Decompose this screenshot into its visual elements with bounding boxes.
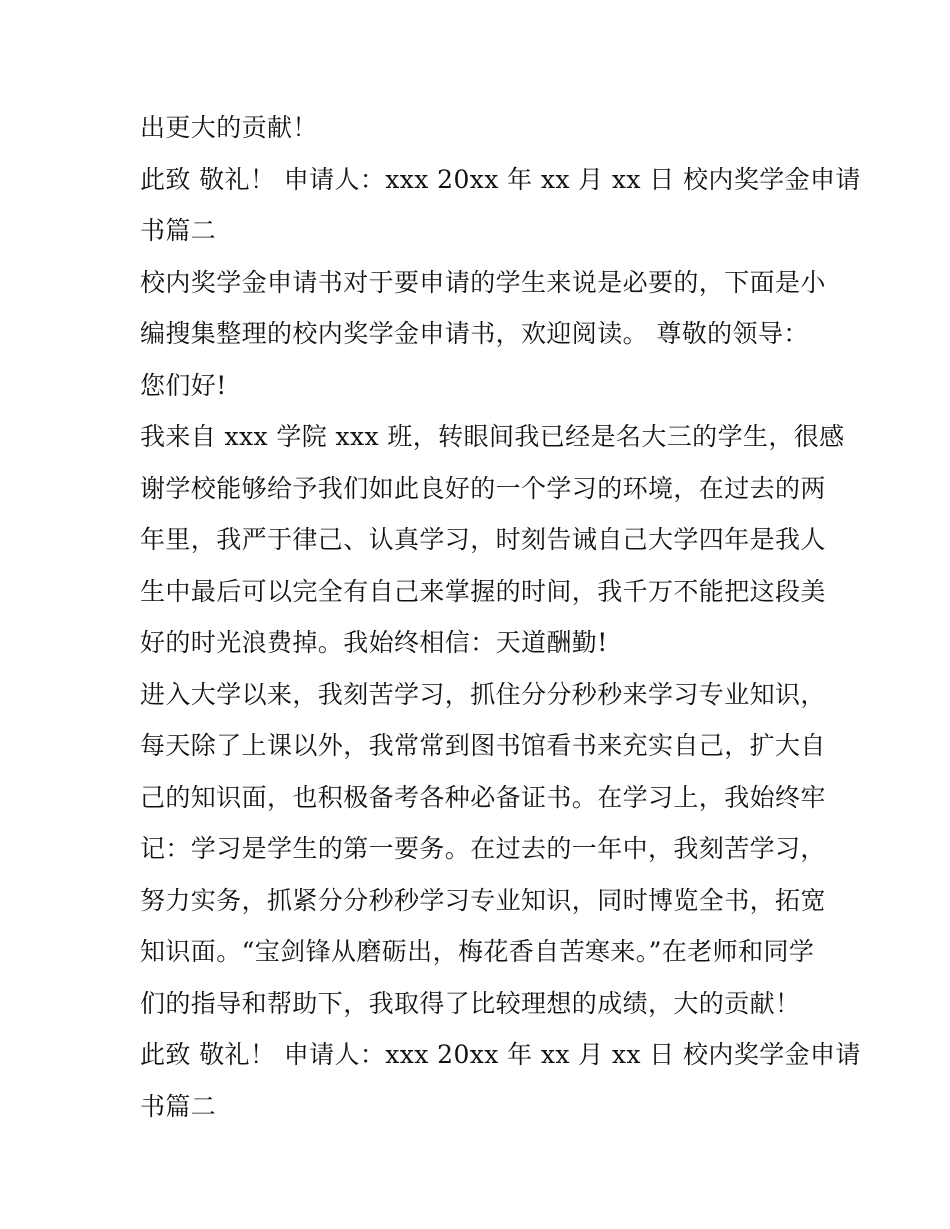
text-line: 此致 敬礼！ 申请人：xxx 20xx 年 xx 月 xx 日 校内奖学金申请 [140,164,861,194]
text-line: 好的时光浪费掉。我始终相信：天道酬勤! [140,628,608,657]
text-line: 我来自 xxx 学院 xxx 班，转眼间我已经是名大三的学生，很感 [140,422,845,451]
text-line: 生中最后可以完全有自己来掌握的时间，我千万不能把这段美 [140,576,826,606]
text-line: 进入大学以来，我刻苦学习，抓住分分秒秒来学习专业知识， [140,679,826,709]
text-line: 己的知识面，也积极备考各种必备证书。在学习上，我始终牢 [140,782,826,812]
text-line: 每天除了上课以外，我常常到图书馆看书来充实自己，扩大自 [140,731,826,760]
text-line: 校内奖学金申请书对于要申请的学生来说是必要的，下面是小 [140,267,826,297]
text-line: 书篇二 [140,216,217,245]
text-line: 出更大的贡献！ [140,113,318,142]
document-body [140,102,861,1132]
text-line: 知识面。“宝剑锋从磨砺出，梅花香自苦寒来。”在老师和同学 [140,937,815,966]
text-line: 努力实务，抓紧分分秒秒学习专业知识，同时博览全书，拓宽 [140,885,826,915]
text-line: 编搜集整理的校内奖学金申请书，欢迎阅读。 尊敬的领导： [140,319,809,348]
text-line: 谢学校能够给予我们如此良好的一个学习的环境，在过去的两 [140,473,826,503]
text-line: 们的指导和帮助下，我取得了比较理想的成绩，大的贡献！ [140,988,801,1018]
text-line: 此致 敬礼！ 申请人：xxx 20xx 年 xx 月 xx 日 校内奖学金申请 [140,1040,861,1069]
text-line: 年里，我严于律己、认真学习，时刻告诫自己大学四年是我人 [140,525,826,554]
text-line: 记：学习是学生的第一要务。在过去的一年中，我刻苦学习， [140,834,826,863]
text-line: 您们好! [140,370,227,400]
text-line: 书篇二 [140,1091,217,1121]
